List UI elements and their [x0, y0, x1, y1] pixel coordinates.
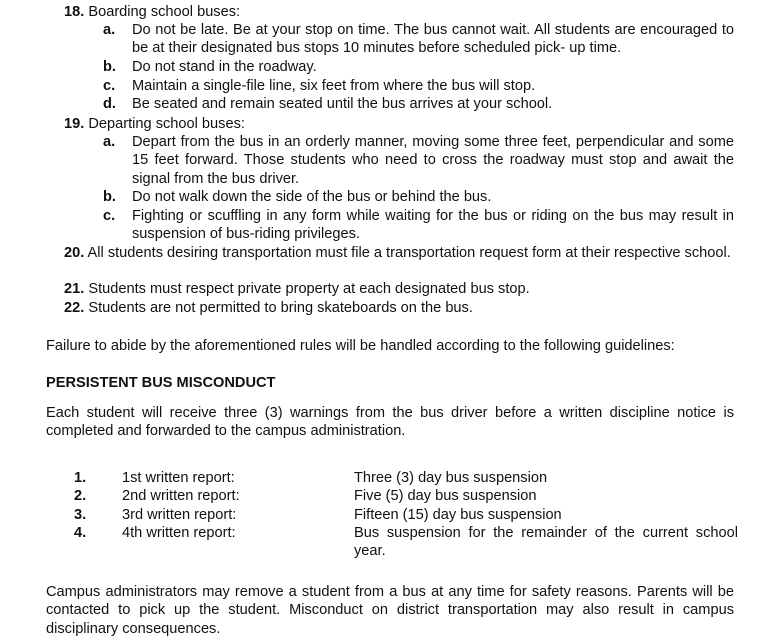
scale-label: 3rd written report:	[122, 507, 237, 523]
scale-number: 4.	[74, 525, 87, 541]
rule-22	[64, 299, 736, 317]
item-text: Depart from the bus in an orderly manner, moving some three feet, perpendicular and some 15 feet forward. Those students who need to cross the roadway must stop and await the signal from the bus driver.	[132, 134, 734, 187]
failure-paragraph: Failure to abide by the aforementioned rules will be handled according to the following guidelines:	[46, 338, 675, 354]
rule-18-item-c	[103, 77, 734, 95]
rule-18-item-d	[103, 95, 734, 113]
rule-text: Students must respect private property at each designated bus stop.	[88, 281, 530, 297]
rule-number: 20.	[64, 245, 85, 261]
item-text: Maintain a single-file line, six feet from where the bus will stop.	[132, 78, 536, 94]
rule-18-item-b	[103, 58, 734, 76]
scale-consequence: Bus suspension for the remainder of the current school year.	[354, 525, 738, 560]
rule-19-item-a	[103, 133, 734, 188]
scale-label: 2nd written report:	[122, 488, 240, 504]
item-letter: b.	[103, 59, 116, 75]
scale-number: 1.	[74, 470, 87, 486]
rule-number: 21.	[64, 281, 85, 297]
scale-label: 4th written report:	[122, 525, 236, 541]
rule-18	[64, 3, 736, 21]
scale-consequence: Three (3) day bus suspension	[354, 470, 548, 486]
item-letter: c.	[103, 78, 116, 94]
item-text: Fighting or scuffling in any form while waiting for the bus or riding on the bus may result in suspension of bus-riding privileges.	[132, 208, 734, 243]
rule-18-item-a	[103, 21, 734, 58]
closing-paragraph: Campus administrators may remove a student from a bus at any time for safety reasons. Parents will be contacted to pick up the student. Misconduct on district transportation may also result in campus disciplinary consequences.	[46, 584, 734, 637]
item-letter: a.	[103, 134, 116, 150]
rule-text: Students are not permitted to bring skateboards on the bus.	[88, 300, 473, 316]
rule-19-item-b	[103, 188, 734, 206]
warning-paragraph: Each student will receive three (3) warnings from the bus driver before a written discipline notice is completed and forwarded to the campus administration.	[46, 405, 734, 440]
item-letter: c.	[103, 208, 116, 224]
rule-text: Departing school buses:	[88, 116, 245, 132]
rule-19	[64, 115, 736, 133]
scale-number: 3.	[74, 507, 87, 523]
item-text: Be seated and remain seated until the bus arrives at your school.	[132, 96, 553, 112]
item-letter: b.	[103, 189, 116, 205]
rule-text: All students desiring transportation must file a transportation request form at their respective school.	[87, 245, 731, 261]
rule-19-item-c	[103, 207, 734, 244]
rule-number: 19.	[64, 116, 85, 132]
item-text: Do not be late. Be at your stop on time. The bus cannot wait. All students are encouraged to be at their designated bus stops 10 minutes before scheduled pick- up time.	[132, 22, 734, 57]
item-letter: d.	[103, 96, 116, 112]
section-heading: PERSISTENT BUS MISCONDUCT	[46, 375, 276, 391]
scale-number: 2.	[74, 488, 87, 504]
rule-21	[64, 280, 736, 298]
rule-number: 18.	[64, 4, 85, 20]
item-text: Do not walk down the side of the bus or behind the bus.	[132, 189, 492, 205]
rule-number: 22.	[64, 300, 85, 316]
item-letter: a.	[103, 22, 116, 38]
item-text: Do not stand in the roadway.	[132, 59, 317, 75]
scale-label: 1st written report:	[122, 470, 235, 486]
scale-consequence: Fifteen (15) day bus suspension	[354, 507, 562, 523]
rule-text: Boarding school buses:	[88, 4, 241, 20]
rule-20	[64, 244, 736, 262]
scale-consequence: Five (5) day bus suspension	[354, 488, 537, 504]
